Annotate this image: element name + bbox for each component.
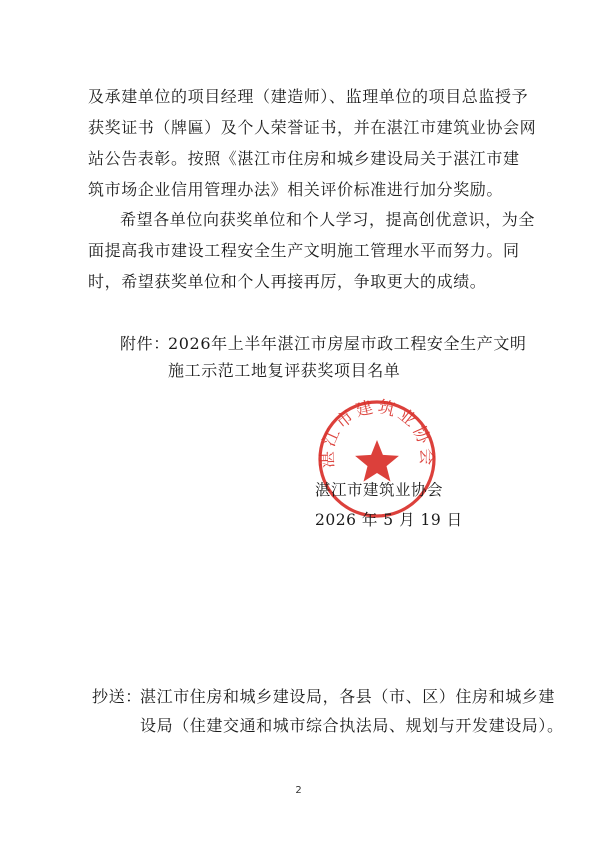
- body-line: 获奖证书（牌匾）及个人荣誉证书，并在湛江市建筑业协会网: [88, 118, 537, 137]
- attachment-label: 附件：: [120, 334, 170, 353]
- cc-line2: 设局（住建交通和城市综合执法局、规划与开发建设局）。: [140, 716, 564, 735]
- body-line: 面提高我市建设工程安全生产文明施工管理水平而努力。同: [88, 241, 520, 260]
- body-line: 希望各单位向获奖单位和个人学习，提高创优意识，为全: [120, 210, 536, 229]
- cc-line1: 湛江市住房和城乡建设局，各县（市、区）住房和城乡建: [140, 687, 556, 706]
- body-line: 时，希望获奖单位和个人再接再厉，争取更大的成绩。: [88, 272, 487, 291]
- body-line: 及承建单位的项目经理（建造师）、监理单位的项目总监授予: [88, 87, 529, 106]
- cc-label: 抄送：: [92, 687, 142, 706]
- seal-text: 湛江市建筑业协会: [317, 398, 437, 469]
- attachment-title-line2: 施工示范工地复评获奖项目名单: [168, 361, 401, 380]
- body-line: 筑市场企业信用管理办法》相关评价标准进行加分奖励。: [88, 180, 504, 199]
- page-number: 2: [295, 785, 302, 796]
- issuer-name: 湛江市建筑业协会: [315, 481, 444, 499]
- official-seal-stamp: [316, 398, 438, 520]
- body-line: 站公告表彰。按照《湛江市住房和城乡建设局关于湛江市建: [88, 149, 520, 168]
- seal-star-icon: [355, 440, 399, 482]
- issue-date: 2026 年 5 月 19 日: [315, 511, 463, 529]
- attachment-title-line1: 2026年上半年湛江市房屋市政工程安全生产文明: [168, 334, 527, 353]
